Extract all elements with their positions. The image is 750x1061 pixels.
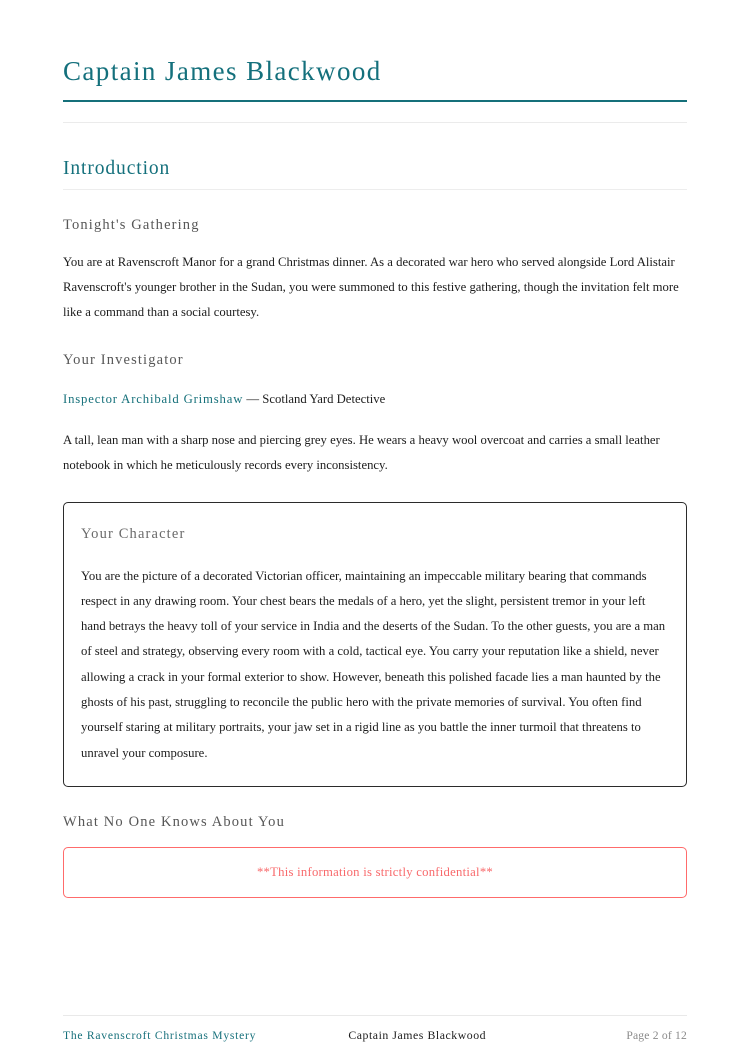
investigator-role: Scotland Yard Detective bbox=[262, 392, 386, 407]
paragraph-investigator-description: A tall, lean man with a sharp nose and piercing grey eyes. He wears a heavy wool overcoat and carries a small leather notebook in which he meticulously records every inconsistency. bbox=[63, 433, 660, 473]
investigator-name: Inspector Archibald Grimshaw bbox=[63, 392, 244, 407]
character-callout-box bbox=[63, 502, 687, 787]
investigator-line bbox=[63, 369, 687, 412]
confidential-notice-box bbox=[63, 847, 687, 898]
subheading-tonights-gathering: Tonight's Gathering bbox=[63, 217, 200, 234]
footer-character-name: Captain James Blackwood bbox=[348, 1028, 487, 1042]
footer-row bbox=[63, 1016, 687, 1043]
paragraph-tonights-gathering: You are at Ravenscroft Manor for a grand Christmas dinner. As a decorated war hero who served alongside Lord Alistair Ravenscroft's younger brother in the Sudan, you were summoned to this festive gathering, though the invitation felt more like a command than a social courtesy. bbox=[63, 255, 679, 320]
page-footer bbox=[63, 1015, 687, 1043]
section-heading-introduction: Introduction bbox=[63, 157, 171, 179]
title-accent-rule bbox=[63, 100, 687, 102]
subheading-what-no-one-knows: What No One Knows About You bbox=[63, 813, 285, 830]
paragraph-character-description: You are the picture of a decorated Victorian officer, maintaining an impeccable military bearing that commands respect in any drawing room. Your chest bears the medals of a hero, yet the slight, persistent tremor in your left hand betrays the heavy toll of your service in India and the deserts of the Sudan. To the other guests, you are a man of steel and strategy, observing every room with a cold, tactical eye. You carry your reputation like a shield, never allowing a crack in your formal exterior to show. However, beneath this polished facade lies a man haunted by the ghosts of his past, struggling to reconcile the public hero with the private memories of survival. You often find yourself staring at military portraits, your jaw set in a rigid line as you battle the inner turmoil that threatens to unravel your composure. bbox=[81, 568, 666, 760]
confidential-notice-text: **This information is strictly confidential** bbox=[256, 865, 494, 880]
footer-document-title: The Ravenscroft Christmas Mystery bbox=[63, 1029, 257, 1042]
subheading-your-investigator: Your Investigator bbox=[63, 352, 184, 369]
footer-page-number: Page 2 of 12 bbox=[626, 1029, 687, 1042]
investigator-separator: — bbox=[243, 392, 263, 407]
character-box-heading: Your Character bbox=[81, 526, 186, 543]
page-title: Captain James Blackwood bbox=[63, 56, 382, 86]
